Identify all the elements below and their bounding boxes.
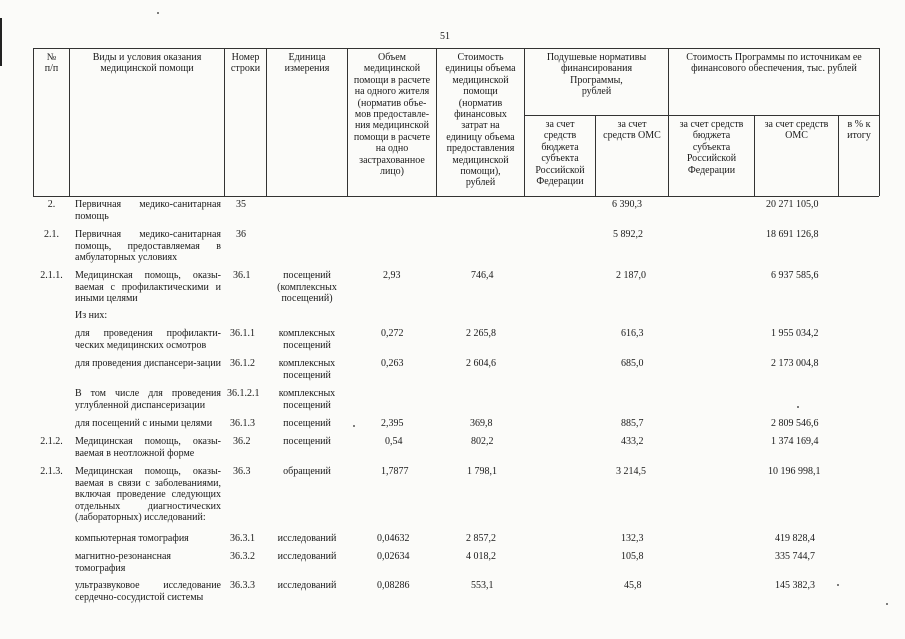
header-row-number: Номер строки bbox=[230, 52, 261, 75]
row-number: 2.1.1. bbox=[40, 270, 63, 281]
row-line: 36.2 bbox=[233, 436, 251, 447]
row-pr-oms: 145 382,3 bbox=[775, 580, 815, 591]
row-cost: 2 604,6 bbox=[466, 358, 496, 369]
scan-speck bbox=[797, 406, 799, 408]
row-pr-oms: 1 955 034,2 bbox=[771, 328, 819, 339]
row-pr-oms: 6 937 585,6 bbox=[771, 270, 819, 281]
row-number: 2.1. bbox=[44, 229, 59, 240]
row-volume: 0,272 bbox=[381, 328, 404, 339]
row-volume: 0,263 bbox=[381, 358, 404, 369]
row-volume: 0,08286 bbox=[377, 580, 410, 591]
row-kind: Первичная медико-санитарная помощь bbox=[75, 199, 221, 222]
row-line: 36.3.1 bbox=[230, 533, 255, 544]
row-line: 36.3.3 bbox=[230, 580, 255, 591]
header-kind: Виды и условия оказания медицинской помощи bbox=[92, 52, 202, 75]
row-unit: посещений (комплексных посещений) bbox=[277, 270, 337, 305]
row-pr-oms: 419 828,4 bbox=[775, 533, 815, 544]
row-cost: 1 798,1 bbox=[467, 466, 497, 477]
row-pc-oms: 132,3 bbox=[621, 533, 644, 544]
row-unit: исследований bbox=[277, 580, 337, 591]
row-kind: Медицинская помощь, оказы-ваемая в связи с заболеваниями, включая проведение следующих отдельных диагностических (лабораторных) исследований: bbox=[75, 466, 221, 524]
row-number: 2.1.3. bbox=[40, 466, 63, 477]
row-cost: 2 857,2 bbox=[466, 533, 496, 544]
row-line: 36.1.2.1 bbox=[227, 388, 260, 399]
header-cost: Стоимость единицы объема медицинской помощи (норматив финансовых затрат на единицу объема предоставления медицинской помощи), рублей bbox=[445, 52, 516, 189]
row-unit: исследований bbox=[277, 551, 337, 562]
row-kind: ультразвуковое исследование сердечно-сосудистой системы bbox=[75, 580, 221, 603]
row-cost: 2 265,8 bbox=[466, 328, 496, 339]
row-volume: 2,93 bbox=[383, 270, 401, 281]
header-per-capita: Подушевые нормативы финансирования Программы, рублей bbox=[546, 52, 647, 98]
row-volume: 0,02634 bbox=[377, 551, 410, 562]
row-pc-oms: 6 390,3 bbox=[612, 199, 642, 210]
subheader-budget: за счет средств бюджета субъекта Российской Федерации bbox=[535, 119, 585, 188]
row-kind: Первичная медико-санитарная помощь, предоставляемая в амбулаторных условиях bbox=[75, 229, 221, 264]
header-number: № п/п bbox=[44, 52, 59, 75]
scan-speck bbox=[886, 603, 888, 605]
row-line: 36.1.1 bbox=[230, 328, 255, 339]
row-cost: 802,2 bbox=[471, 436, 494, 447]
row-volume: 2,395 bbox=[381, 418, 404, 429]
row-line: 36 bbox=[236, 229, 246, 240]
page-number: 51 bbox=[440, 31, 450, 42]
row-unit: комплексных посещений bbox=[278, 388, 336, 411]
row-kind: Из них: bbox=[75, 310, 108, 321]
row-pr-oms: 18 691 126,8 bbox=[766, 229, 819, 240]
row-volume: 0,04632 bbox=[377, 533, 410, 544]
row-volume: 0,54 bbox=[385, 436, 403, 447]
scan-speck bbox=[353, 425, 355, 427]
row-kind: для проведения диспансери-зации bbox=[75, 358, 221, 369]
row-unit: комплексных посещений bbox=[278, 328, 336, 351]
row-kind: компьютерная томография bbox=[75, 533, 189, 544]
row-line: 35 bbox=[236, 199, 246, 210]
row-pc-oms: 3 214,5 bbox=[616, 466, 646, 477]
row-line: 36.3 bbox=[233, 466, 251, 477]
row-pr-oms: 335 744,7 bbox=[775, 551, 815, 562]
row-pc-oms: 433,2 bbox=[621, 436, 644, 447]
row-pc-oms: 105,8 bbox=[621, 551, 644, 562]
row-pr-oms: 2 809 546,6 bbox=[771, 418, 819, 429]
row-number: 2. bbox=[47, 199, 56, 210]
header-volume: Объем медицинской помощи в расчете на одного жителя (норматив объе- мов предоставле- ния медицинской помощи в расчете на одно застрахованное лицо) bbox=[353, 52, 431, 178]
scan-speck bbox=[157, 12, 159, 14]
row-kind: В том числе для проведения углубленной диспансеризации bbox=[75, 388, 221, 411]
subheader-program-oms: за счет средств ОМС bbox=[764, 119, 829, 142]
row-pc-oms: 2 187,0 bbox=[616, 270, 646, 281]
row-pr-oms: 2 173 004,8 bbox=[771, 358, 819, 369]
row-unit: исследований bbox=[277, 533, 337, 544]
row-pr-oms: 20 271 105,0 bbox=[766, 199, 819, 210]
row-kind: для посещений с иными целями bbox=[75, 418, 213, 429]
row-pc-oms: 616,3 bbox=[621, 328, 644, 339]
row-kind: для проведения профилакти-ческих медицинских осмотров bbox=[75, 328, 221, 351]
row-pc-oms: 885,7 bbox=[621, 418, 644, 429]
row-pc-oms: 685,0 bbox=[621, 358, 644, 369]
row-kind: магнитно-резонансная томография bbox=[75, 551, 171, 574]
row-kind: Медицинская помощь, оказы-ваемая с профилактическими и иными целями bbox=[75, 270, 221, 305]
row-pc-oms: 5 892,2 bbox=[613, 229, 643, 240]
row-unit: посещений bbox=[283, 418, 331, 429]
scan-edge-mark bbox=[0, 18, 2, 66]
row-line: 36.1.2 bbox=[230, 358, 255, 369]
scan-speck bbox=[837, 584, 839, 586]
row-pr-oms: 10 196 998,1 bbox=[768, 466, 821, 477]
subheader-program-percent: в % к итогу bbox=[847, 119, 871, 142]
subheader-program-budget: за счет средств бюджета субъекта Российской Федерации bbox=[679, 119, 744, 176]
row-kind: Медицинская помощь, оказы-ваемая в неотложной форме bbox=[75, 436, 221, 459]
row-number: 2.1.2. bbox=[40, 436, 63, 447]
header-unit: Единица измерения bbox=[284, 52, 330, 75]
row-line: 36.1.3 bbox=[230, 418, 255, 429]
row-unit: комплексных посещений bbox=[278, 358, 336, 381]
row-unit: посещений bbox=[283, 436, 331, 447]
row-line: 36.1 bbox=[233, 270, 251, 281]
row-unit: обращений bbox=[283, 466, 331, 477]
header-program-cost: Стоимость Программы по источникам ее финансового обеспечения, тыс. рублей bbox=[686, 52, 862, 75]
row-pc-oms: 45,8 bbox=[624, 580, 642, 591]
row-line: 36.3.2 bbox=[230, 551, 255, 562]
row-pr-oms: 1 374 169,4 bbox=[771, 436, 819, 447]
row-cost: 369,8 bbox=[470, 418, 493, 429]
row-volume: 1,7877 bbox=[381, 466, 409, 477]
row-cost: 746,4 bbox=[471, 270, 494, 281]
row-cost: 553,1 bbox=[471, 580, 494, 591]
subheader-oms: за счет средств ОМС bbox=[603, 119, 661, 142]
row-cost: 4 018,2 bbox=[466, 551, 496, 562]
